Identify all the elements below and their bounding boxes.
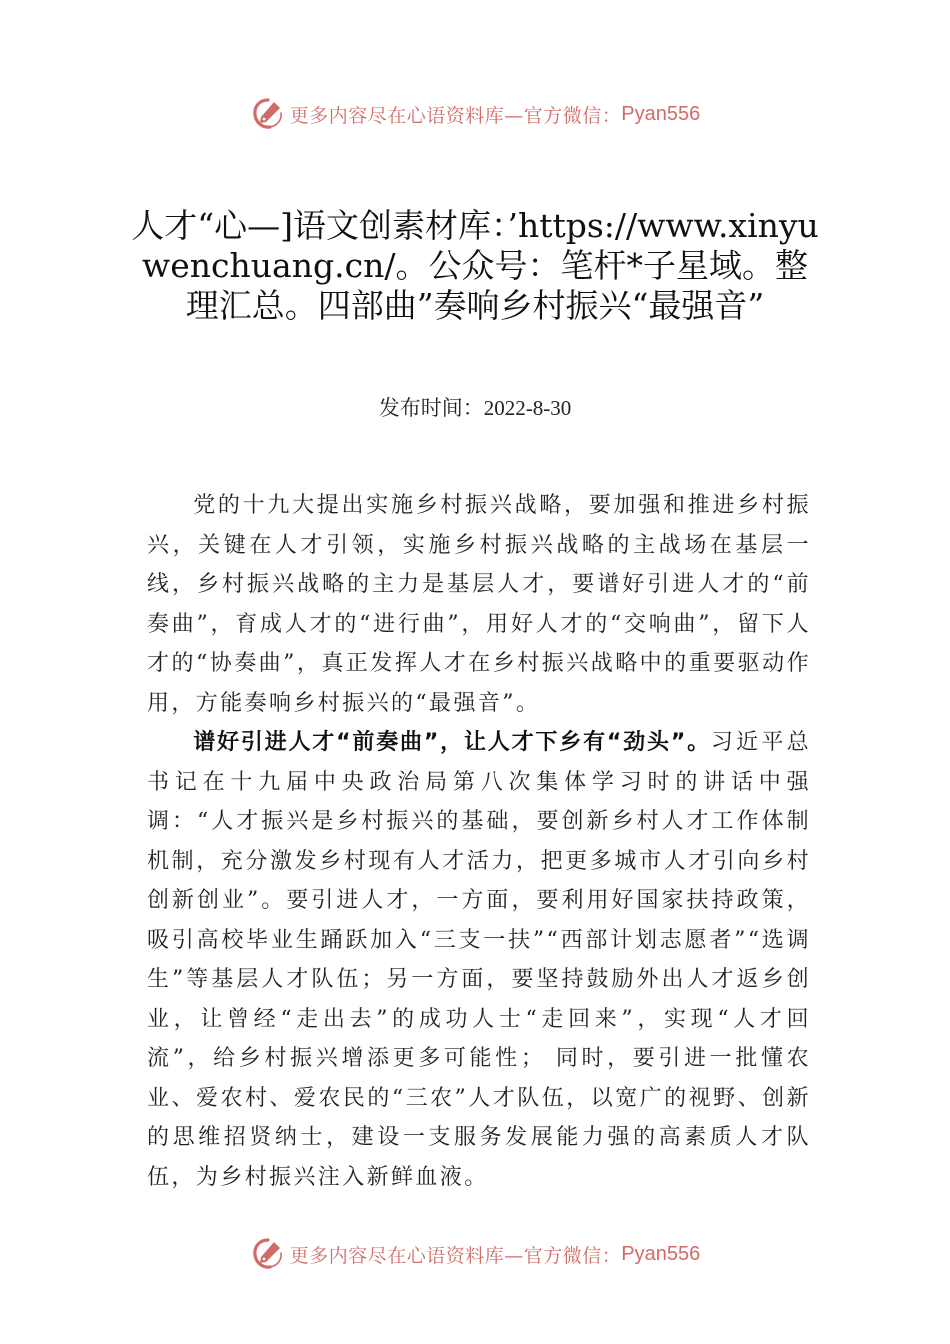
wechat-id: Pyan556 (621, 1242, 701, 1265)
paragraph-text: 党的十九大提出实施乡村振兴战略，要加强和推进乡村振兴，关键在人才引领，实施乡村振兴战略的主战场在基层一线，乡村振兴战略的主力是基层人才，要谱好引进人才的“前奏曲”，育成人才的“进行曲”，用好人才的“交响曲”，留下人才的“协奏曲”，真正发挥人才在乡村振兴战略中的重要驱动作用，方能奏响乡村振兴的“最强音”。 (147, 493, 811, 716)
document-title: 人才“心—]语文创素材库：’https://www.xinyuwenchuang.cn/。公众号：笔杆*子星域。整理汇总。四部曲”奏响乡村振兴“最强音” (131, 206, 819, 325)
pen-nib-logo-icon (250, 96, 286, 132)
paragraph-lead: 谱好引进人才“前奏曲”，让人才下乡有“劲头”。 (193, 730, 711, 755)
banner-text: 更多内容尽在心语资料库—官方微信： (289, 104, 622, 127)
publish-info (0, 392, 950, 422)
wechat-id: Pyan556 (621, 102, 701, 125)
paragraph-text: 习近平总书记在十九届中央政治局第八次集体学习时的讲话中强调：“人才振兴是乡村振兴的基础，要创新乡村人才工作体制机制，充分激发乡村现有人才活力，把更多城市人才引向乡村创新创业”。要引进人才，一方面，要利用好国家扶持政策，吸引高校毕业生踊跃加入“三支一扶”“西部计划志愿者”“选调生”等基层人才队伍；另一方面，要坚持鼓励外出人才返乡创业，让曾经“走出去”的成功人士“走回来”，实现“人才回流”，给乡村振兴增添更多可能性； 同时，要引进一批懂农业、爱农村、爱农民的“三农”人才队伍，以宽广的视野、创新的思维招贤纳士，建设一支服务发展能力强的高素质人才队伍，为乡村振兴注入新鲜血液。 (147, 730, 811, 1190)
pen-nib-logo-icon (250, 1236, 286, 1272)
paragraph (147, 486, 811, 723)
paragraph (147, 723, 811, 1197)
banner-text: 更多内容尽在心语资料库—官方微信： (289, 1244, 622, 1267)
footer-banner (0, 1234, 950, 1274)
publish-date: 2022-8-30 (483, 396, 572, 420)
publish-label: 发布时间： (378, 396, 484, 420)
article-body (147, 486, 811, 1197)
header-banner (0, 94, 950, 134)
